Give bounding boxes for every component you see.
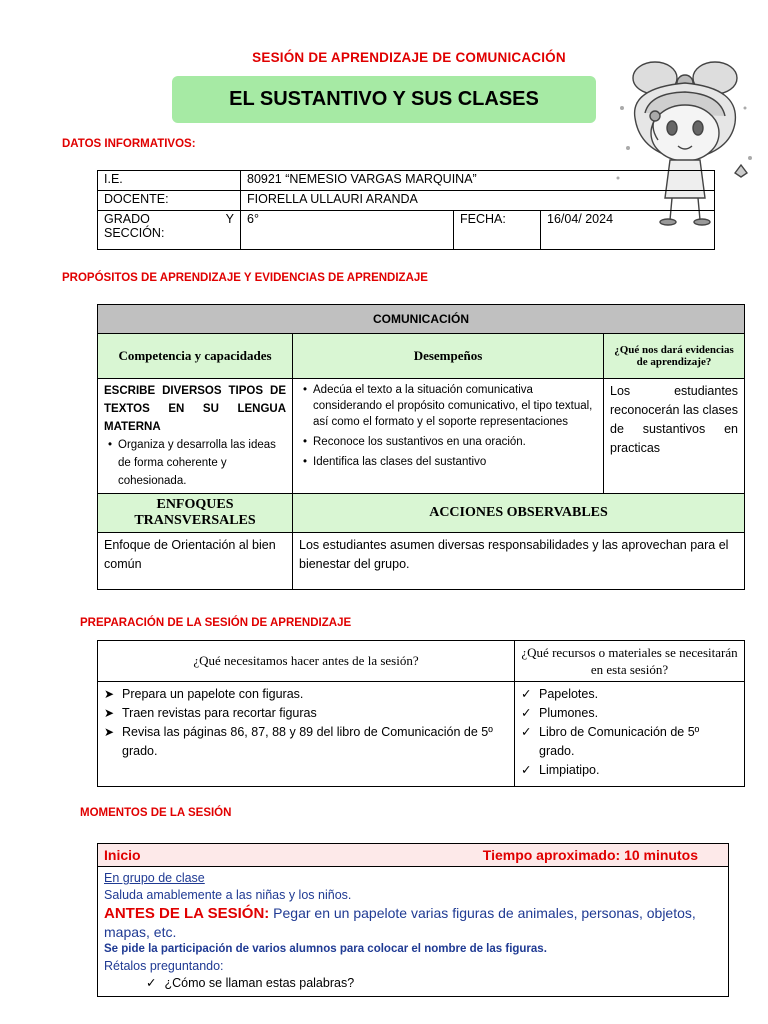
momentos-label: MOMENTOS DE LA SESIÓN [80, 807, 232, 819]
capacidad-item: • Organiza y desarrolla las ideas de forma coherente y cohesionada. [104, 436, 286, 490]
datos-label: DATOS INFORMATIVOS: [62, 138, 196, 150]
grupo-text: En grupo de clase [104, 871, 205, 885]
recurso-item: ✓ Papelotes. [521, 685, 738, 704]
check-icon: ✓ [146, 976, 157, 990]
antes-item: ➤ Revisa las páginas 86, 87, 88 y 89 del libro de Comunicación de 5º grado. [104, 723, 508, 761]
evidencia-cell: Los estudiantes reconocerán las clases de sustantivos en practicas [604, 379, 745, 494]
desempeno-item: • Identifica las clases del sustantivo [299, 454, 597, 470]
inicio-body [98, 867, 728, 995]
competencia-header: Competencia y capacidades [98, 334, 293, 379]
enfoque-cell: Enfoque de Orientación al bien común [98, 533, 293, 590]
fecha-label: FECHA: [454, 211, 541, 250]
recurso-item: ✓ Libro de Comunicación de 5º grado. [521, 723, 738, 761]
antes-header: ¿Qué necesitamos hacer antes de la sesión? [98, 641, 515, 682]
docente-label: DOCENTE: [98, 191, 241, 211]
evidencias-header: ¿Qué nos dará evidencias de aprendizaje? [604, 334, 745, 379]
recurso-item: ✓ Limpiatipo. [521, 761, 738, 780]
desempenos-header: Desempeños [293, 334, 604, 379]
pregunta-text: ¿Cómo se llaman estas palabras? [164, 976, 355, 990]
ie-label: I.E. [98, 171, 241, 191]
competencia-cell [98, 379, 293, 494]
antes-cell [98, 682, 515, 787]
competencia-text: ESCRIBE DIVERSOS TIPOS DE TEXTOS EN SU LENGUA MATERNA [104, 385, 286, 433]
saluda-text: Saluda amablemente a las niñas y los niños. [104, 888, 352, 902]
antes-paragraph [104, 904, 722, 941]
inicio-label: Inicio [104, 847, 141, 863]
accion-cell: Los estudiantes asumen diversas responsabilidades y las aprovechan para el bienestar del grupo. [293, 533, 745, 590]
main-title-text: EL SUSTANTIVO Y SUS CLASES [229, 88, 539, 110]
desempenos-cell [293, 379, 604, 494]
inicio-box [97, 843, 729, 997]
preparacion-label: PREPARACIÓN DE LA SESIÓN DE APRENDIZAJE [80, 617, 352, 629]
recursos-header: ¿Qué recursos o materiales se necesitarán en esta sesión? [515, 641, 745, 682]
grado-word: GRADO [104, 212, 150, 226]
preparacion-table [97, 640, 745, 787]
desempeno-item: • Reconoce los sustantivos en una oración. [299, 434, 597, 450]
tiempo-label: Tiempo aproximado: 10 minutos [482, 847, 698, 863]
ie-value: 80921 “NEMESIO VARGAS MARQUINA” [241, 171, 715, 191]
propositos-table [97, 304, 745, 590]
antes-text: Pegar en un papelote varias figuras de animales, personas, objetos, mapas, etc. [104, 905, 696, 940]
area-header: COMUNICACIÓN [98, 305, 745, 334]
retalos-text: Rétalos preguntando: [104, 959, 224, 973]
session-title: SESIÓN DE APRENDIZAJE DE COMUNICACIÓN [252, 50, 566, 65]
recursos-cell [515, 682, 745, 787]
acciones-header: ACCIONES OBSERVABLES [293, 494, 745, 533]
desempeno-item: • Adecúa el texto a la situación comunicativa considerando el propósito comunicativo, el tipo textual, así como el formato y el soporte representaciones [299, 382, 597, 430]
pide-text: Se pide la participación de varios alumnos para colocar el nombre de las figuras. [104, 943, 547, 955]
docente-value: FIORELLA ULLAURI ARANDA [241, 191, 715, 211]
main-title [172, 76, 596, 123]
fecha-value: 16/04/ 2024 [541, 211, 715, 250]
enfoques-header: ENFOQUES TRANSVERSALES [98, 494, 293, 533]
antes-item: ➤ Prepara un papelote con figuras. [104, 685, 508, 704]
antes-item: ➤ Traen revistas para recortar figuras [104, 704, 508, 723]
seccion-word: SECCIÓN: [104, 226, 165, 240]
pregunta-item [104, 975, 722, 992]
inicio-header [98, 844, 728, 867]
recurso-item: ✓ Plumones. [521, 704, 738, 723]
grado-label [98, 211, 241, 250]
grado-y: Y [225, 212, 234, 226]
datos-table [97, 170, 715, 250]
propositos-label: PROPÓSITOS DE APRENDIZAJE Y EVIDENCIAS DE APRENDIZAJE [62, 272, 428, 284]
antes-label-text: ANTES DE LA SESIÓN: [104, 905, 270, 922]
grado-value: 6° [241, 211, 454, 250]
